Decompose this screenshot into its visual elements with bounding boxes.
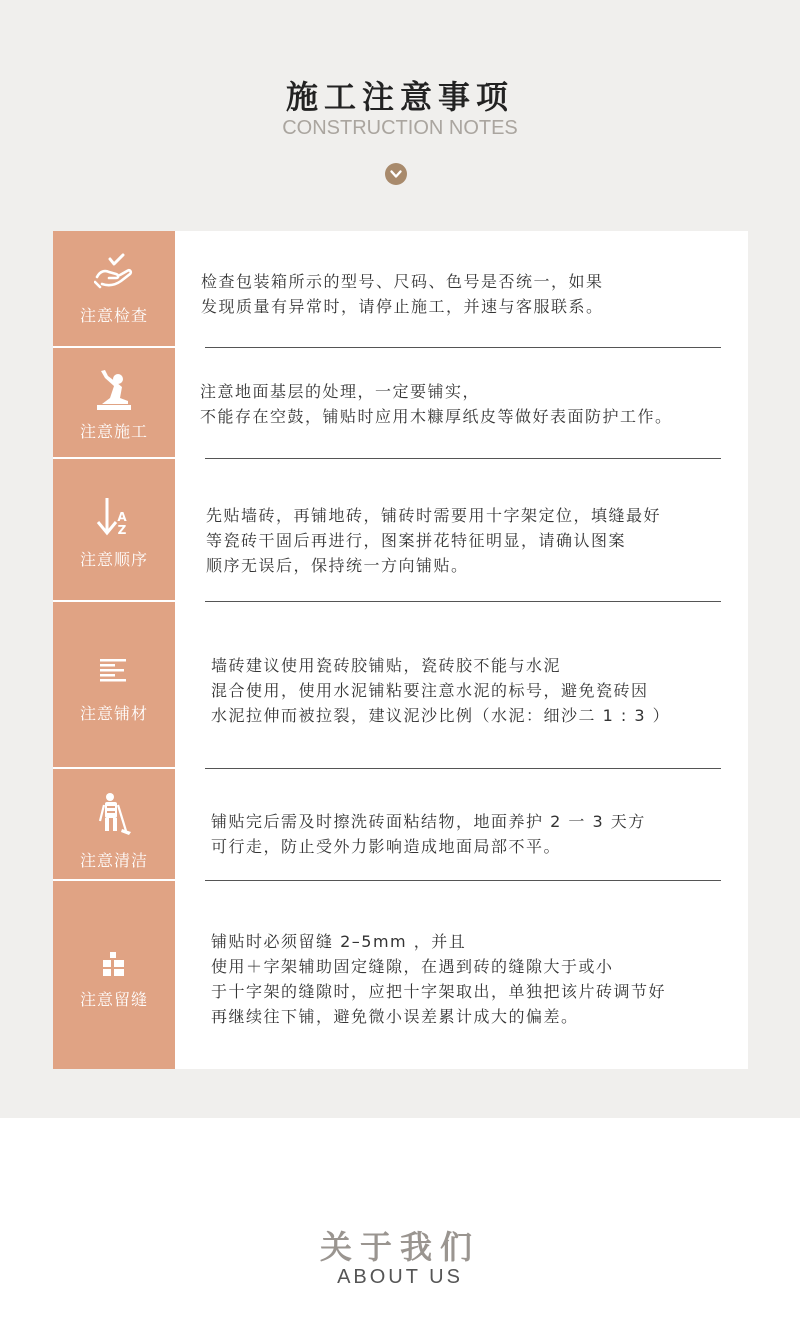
- note-label: 注意检查: [79, 306, 148, 325]
- note-label: 注意施工: [79, 422, 148, 441]
- worker-icon: [53, 368, 175, 416]
- section-subtitle: CONSTRUCTION NOTES: [282, 117, 518, 139]
- tile-grid-icon: [53, 949, 175, 983]
- note-row: [53, 769, 748, 880]
- note-text: 铺贴完后需及时擦洗砖面粘结物，地面养护 2 一 3 天方 可行走，防止受外力影响造成地面局部不平。: [211, 812, 646, 856]
- align-lines-icon: [53, 656, 175, 690]
- about-subtitle: ABOUT US: [337, 1266, 463, 1288]
- note-row: [53, 881, 748, 1069]
- notes-card: [53, 231, 748, 1069]
- note-label: 注意清洁: [79, 851, 148, 870]
- note-label: 注意留缝: [79, 990, 148, 1009]
- note-label: 注意铺材: [79, 704, 148, 723]
- svg-text:Z: Z: [117, 523, 127, 537]
- hand-check-icon: [53, 253, 175, 297]
- note-row: [53, 231, 748, 347]
- note-text: 铺贴时必须留缝 2–5mm ，并且 使用＋字架辅助固定缝隙，在遇到砖的缝隙大于或小 于十字架的缝隙时，应把十字架取出，单独把该片砖调节好 再继续往下铺，避免微小误差累计成大的偏差。: [211, 932, 667, 1026]
- svg-text:A: A: [117, 510, 127, 524]
- chevron-down-icon[interactable]: [385, 163, 407, 185]
- note-text: 注意地面基层的处理，一定要铺实， 不能存在空鼓，铺贴时应用木糠厚纸皮等做好表面防护工作。: [200, 382, 673, 426]
- cleaner-icon: [53, 791, 175, 841]
- about-title: 关于我们: [319, 1228, 480, 1266]
- note-text: 检查包装箱所示的型号、尺码、色号是否统一，如果 发现质量有异常时，请停止施工，并速与客服联系。: [201, 272, 604, 316]
- note-text: 先贴墙砖，再铺地砖，铺砖时需要用十字架定位，填缝最好 等瓷砖干固后再进行，图案拼花特征明显，请确认图案 顺序无误后，保持统一方向铺贴。: [206, 506, 662, 575]
- section-title: 施工注意事项: [285, 78, 514, 116]
- sort-az-icon: [53, 495, 175, 543]
- note-label: 注意顺序: [79, 550, 148, 569]
- note-text: 墙砖建议使用瓷砖胶铺贴，瓷砖胶不能与水泥 混合使用，使用水泥铺粘要注意水泥的标号，避免瓷砖因 水泥拉伸而被拉裂，建议泥沙比例（水泥：细沙二 1 : 3 ）: [211, 656, 671, 725]
- note-row: [53, 602, 748, 768]
- note-row: [53, 459, 748, 601]
- note-row: [53, 348, 748, 458]
